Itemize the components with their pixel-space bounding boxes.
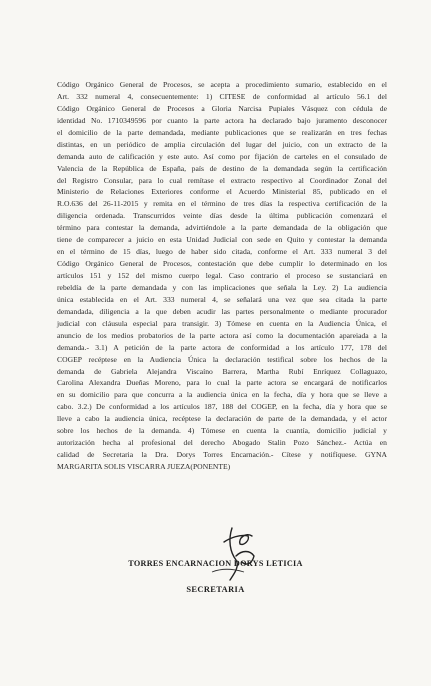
signatory-role: SECRETARIA xyxy=(186,585,245,594)
text-line: Código Orgánico General de Procesos a Gloria Narcisa Pupiales Vásquez con cédula de xyxy=(57,103,387,113)
text-line: COGEP recéptese en la Audiencia Única la declaración testifical sobre los hechos de la xyxy=(57,354,387,364)
text-line: cabo. 3.2.) De conformidad a los artículos 187, 188 del COGEP, en la fecha, día y hora que se xyxy=(57,402,387,412)
text-line: MARGARITA SOLIS VISCARRA JUEZA(PONENTE) xyxy=(57,462,231,471)
text-line: en su domicilio para que concurra a la audiencia única en la fecha, día y hora que se lleve a xyxy=(57,390,387,400)
text-line: sobre los hechos de la demanda. 4) Tómese en cuenta la cuantía, domicilio judicial y xyxy=(57,426,387,436)
text-line: diligencia ordenada. Transcurridos veinte días desde la última publicación comenzará el xyxy=(57,211,387,221)
text-line: demandada, diligencia a la que deben acudir las partes personalmente o mediante procurador xyxy=(57,306,387,316)
text-line: Código Orgánico General de Procesos, se acepta a procedimiento sumario, establecido en el xyxy=(57,80,387,89)
text-line: Art. 332 numeral 4, consecuentemente: 1) CITESE de conformidad al artículo 56.1 del xyxy=(57,91,387,101)
text-line: demanda auto de calificación y este auto. Así como por fijación de carteles en el consulado de xyxy=(57,151,387,161)
document-body xyxy=(57,79,387,473)
text-line: Código Orgánico General de Procesos, contestación que debe cumplir lo determinado en los xyxy=(57,259,387,269)
text-line: lleve a cabo la audiencia única, recéptese la declaración de parte de la demandada, y el actor xyxy=(57,414,387,424)
text-line: distintas, en un periódico de amplia circulación del lugar del juicio, con un extracto de la xyxy=(57,139,387,149)
text-line: judicial con cláusula especial para transigir. 3) Tómese en cuenta en la Audiencia Única, el xyxy=(57,318,387,328)
text-line: Ministerio de Relaciones Exteriores conforme el Acuerdo Ministerial 85, publicado en el xyxy=(57,187,387,197)
text-line: tiene de comparecer a juicio en esta Unidad Judicial con sede en Quito y contestar la demanda xyxy=(57,235,387,245)
text-line: Valencia de la República de España, país de destino de la demandada según la certificación xyxy=(57,163,387,173)
text-line: calidad de Secretaria la Dra. Dorys Torres Encarnación.- Cítese y notifíquese. GYNA xyxy=(57,450,387,460)
text-line: artículos 151 y 152 del mismo cuerpo legal. Caso contrario el proceso se sustanciará en xyxy=(57,271,387,280)
text-line: demanda.- 3.1) A petición de la parte actora de conformidad a los artículo 177, 178 del xyxy=(57,342,387,352)
text-line: única establecida en el Art. 333 numeral 4, se señalará una vez que sea citada la parte xyxy=(57,294,387,304)
signatory-name: TORRES ENCARNACION DORYS LETICIA xyxy=(128,559,303,568)
text-line: Carolina Alexandra Dueñas Moreno, para lo cual la parte actora se encargará de notificarlos xyxy=(57,378,387,388)
text-line: en el término de 15 días, luego de haber sido citada, conforme el Art. 333 numeral 3 del xyxy=(57,247,387,257)
text-line: anuncio de los medios probatorios de la parte actora así como la documentación apareiada a la xyxy=(57,330,387,340)
text-line: R.O.636 del 26-11-2015 y remita en el término de tres días la respectiva certificación de la xyxy=(57,199,387,209)
text-line: demanda de Gabriela Alejandra Viscaíno Barrera, Martha Rubí Enríquez Collaguazo, xyxy=(57,366,387,376)
handwritten-signature xyxy=(200,520,270,590)
text-line: del Registro Consular, para lo cual remítase el extracto respectivo al Coordinador Zonal del xyxy=(57,175,387,185)
text-line: identidad No. 1710349596 por cuanto la parte actora ha declarado bajo juramento desconocer xyxy=(57,115,387,125)
text-line: autorización hecha al profesional del derecho Abogado Stalin Pozo Sánchez.- Actúa en xyxy=(57,438,387,448)
text-line: rebeldía de la parte demandada y con las implicaciones que señala la Ley. 2) La audiencia xyxy=(57,282,387,292)
text-line: el domicilio de la parte demandada, mediante publicaciones que se realizarán en tres fechas xyxy=(57,127,387,137)
text-line: término para contestar la demanda, advirtiéndole a la parte demandada de la obligación que xyxy=(57,223,387,233)
